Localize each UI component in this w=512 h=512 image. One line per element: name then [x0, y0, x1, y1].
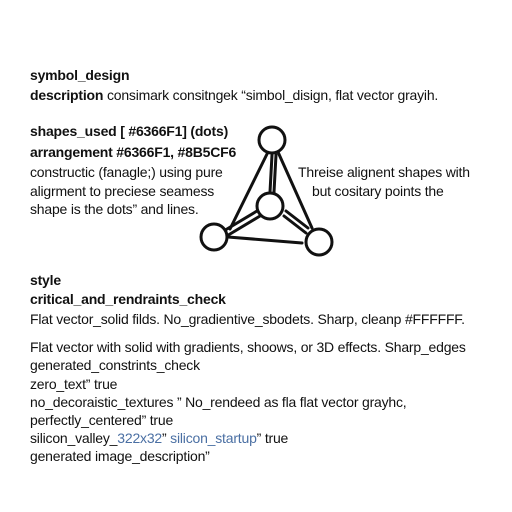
right-text-line-2: but cositary points the	[312, 183, 444, 199]
flat-vector-line-2: Flat vector with solid with gradients, shoows, or 3D effects. Sharp_edges	[30, 339, 466, 355]
construction-line: constructic (fanagle;) using pure	[30, 164, 223, 180]
shapes-used-line: shapes_used [ #6366F1] (dots)	[30, 123, 229, 139]
zero-text-line: zero_text” true	[30, 376, 118, 392]
right-text-line-1: Threise alignent shapes with	[298, 164, 470, 180]
image-description-line: generated image_description”	[30, 448, 210, 464]
right-dot	[306, 229, 332, 255]
dots-and-lines-diagram	[190, 120, 350, 270]
description-key: description	[30, 87, 104, 103]
silicon-valley-key: silicon_valley_	[30, 430, 118, 446]
perfectly-centered-line: perfectly_centered” true	[30, 412, 174, 428]
flat-vector-line-1: Flat vector_solid filds. No_gradientive_sbodets. Sharp, cleanp #FFFFFF.	[30, 311, 465, 327]
silicon-startup-value: silicon_startup	[170, 430, 257, 446]
top-dot	[259, 127, 285, 153]
description-line	[30, 86, 438, 104]
symbol-design-heading: symbol_design	[30, 67, 130, 83]
generated-constraints-line: generated_constrints_check	[30, 357, 200, 373]
size-value: 322x32	[117, 430, 163, 446]
true-value: ” true	[256, 430, 289, 446]
description-value: consimark consitngek “simbol_disign, flat vector grayih.	[103, 87, 439, 103]
silicon-valley-line	[30, 429, 288, 447]
center-dot	[257, 193, 283, 219]
arrangement-line: arrangement #6366F1, #8B5CF6	[30, 144, 237, 160]
shape-dots-line: shape is the dots” and lines.	[30, 201, 199, 217]
no-textures-line: no_decoraistic_textures ” No_rendeed as fla flat vector grayhc,	[30, 394, 407, 410]
alignment-line: aligrment to preciese seamess	[30, 183, 215, 199]
style-heading: style	[30, 272, 61, 288]
left-dot	[201, 224, 227, 250]
critical-check-heading: critical_and_rendraints_check	[30, 291, 226, 307]
quote-mark: ”	[162, 430, 171, 446]
